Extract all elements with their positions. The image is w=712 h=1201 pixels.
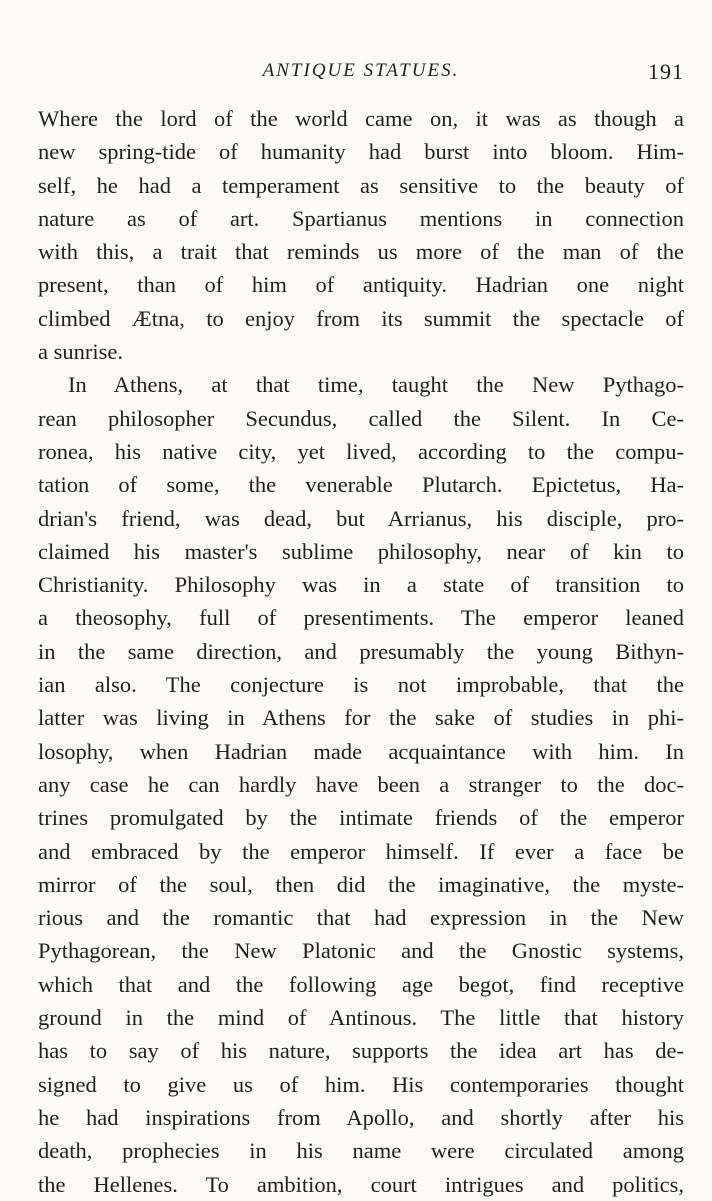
text-line: which that and the following age begot, find receptive [38, 971, 684, 997]
text-line: latter was living in Athens for the sake of studies in phi- [38, 705, 684, 731]
text-line: the Hellenes. To ambition, court intrigues and politics, [38, 1171, 684, 1197]
text-line: nature as of art. Spartianus mentions in connection [38, 205, 684, 231]
text-line: Where the lord of the world came on, it was as though a [38, 106, 684, 131]
text-line: Christianity. Philosophy was in a state of transition to [38, 572, 684, 598]
text-line: signed to give us of him. His contemporaries thought [38, 1071, 684, 1097]
text-line: a sunrise. [38, 339, 123, 365]
page-number: 191 [648, 59, 684, 84]
text-line: he had inspirations from Apollo, and shortly after his [38, 1104, 684, 1130]
text-line: ian also. The conjecture is not improbable, that the [38, 672, 684, 698]
text-line: mirror of the soul, then did the imaginative, the myste- [38, 871, 684, 897]
text-line: trines promulgated by the intimate friends of the emperor [38, 805, 684, 831]
running-title: ANTIQUE STATUES. [262, 60, 460, 81]
text-line: any case he can hardly have been a stranger to the doc- [38, 771, 684, 797]
text-line: tation of some, the venerable Plutarch. Epictetus, Ha- [38, 472, 684, 498]
text-line: in the same direction, and presumably the young Bithyn- [38, 638, 684, 664]
text-line: rious and the romantic that had expression in the New [38, 905, 684, 931]
text-line: losophy, when Hadrian made acquaintance with him. In [38, 738, 684, 764]
text-line: Pythagorean, the New Platonic and the Gnostic systems, [38, 938, 684, 964]
text-line: death, prophecies in his name were circulated among [38, 1138, 684, 1164]
text-line: climbed Ætna, to enjoy from its summit the spectacle of [38, 305, 684, 331]
text-line: new spring-tide of humanity had burst into bloom. Him- [38, 139, 684, 165]
text-line: ronea, his native city, yet lived, according to the compu- [38, 438, 684, 464]
page-header [38, 60, 684, 86]
text-line: has to say of his nature, supports the idea art has de- [38, 1038, 684, 1064]
text-line: with this, a trait that reminds us more of the man of the [38, 239, 684, 265]
text-line: drian's friend, was dead, but Arrianus, his disciple, pro- [38, 505, 684, 531]
body-text [38, 102, 684, 1201]
text-line: and embraced by the emperor himself. If ever a face be [38, 838, 684, 864]
text-line: a theosophy, full of presentiments. The emperor leaned [38, 605, 684, 631]
text-line: rean philosopher Secundus, called the Silent. In Ce- [38, 405, 684, 431]
text-line: claimed his master's sublime philosophy, near of kin to [38, 538, 684, 564]
text-line: ground in the mind of Antinous. The little that history [38, 1005, 684, 1031]
text-line: self, he had a temperament as sensitive to the beauty of [38, 172, 684, 198]
text-line: present, than of him of antiquity. Hadrian one night [38, 272, 684, 298]
text-line: In Athens, at that time, taught the New Pythago- [68, 372, 684, 398]
